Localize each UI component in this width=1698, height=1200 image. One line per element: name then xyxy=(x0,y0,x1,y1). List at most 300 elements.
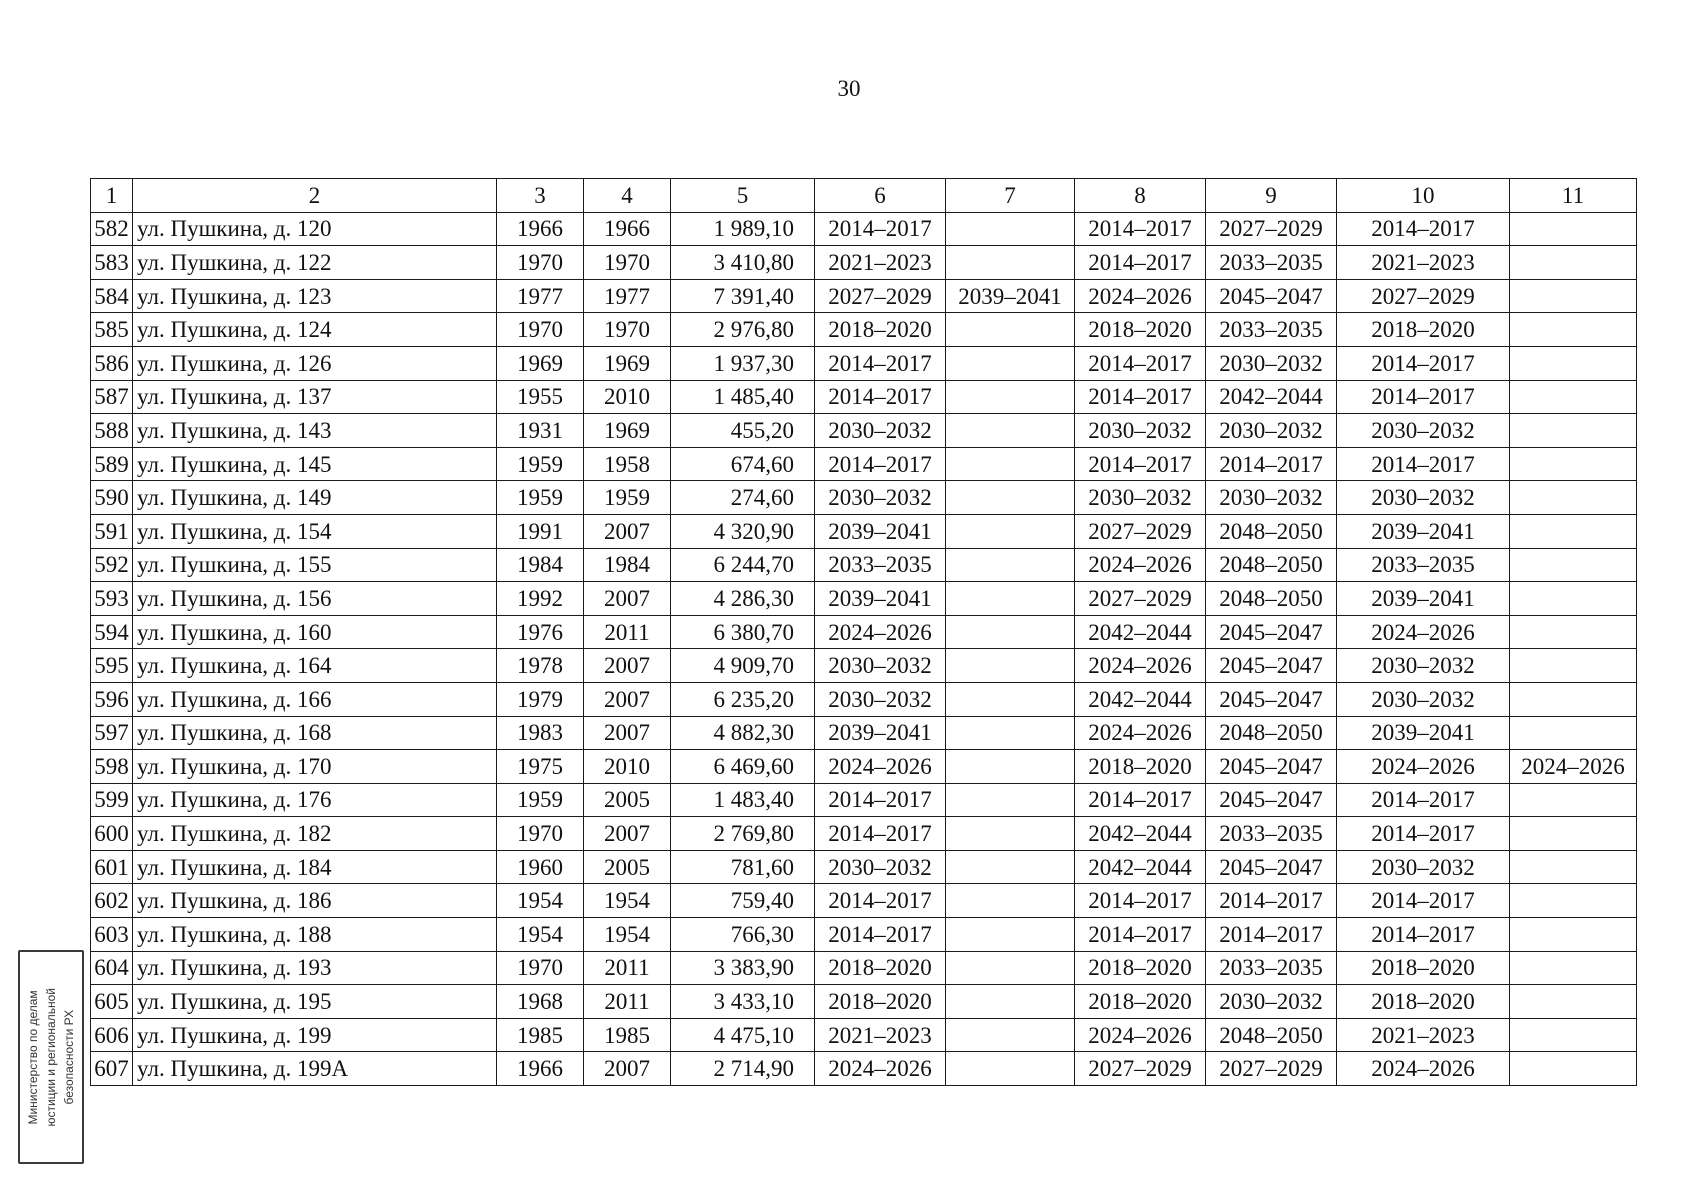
cell-year-commissioned: 1959 xyxy=(584,481,671,515)
cell-c8: 2014–2017 xyxy=(1075,212,1206,246)
cell-year-built: 1954 xyxy=(497,884,584,918)
cell-c8: 2018–2020 xyxy=(1075,750,1206,784)
cell-c11 xyxy=(1510,514,1637,548)
cell-year-built: 1992 xyxy=(497,582,584,616)
cell-c11 xyxy=(1510,1052,1637,1086)
cell-area: 6 235,20 xyxy=(671,682,815,716)
cell-c8: 2042–2044 xyxy=(1075,817,1206,851)
cell-c8: 2024–2026 xyxy=(1075,649,1206,683)
cell-c7 xyxy=(946,716,1075,750)
cell-year-built: 1984 xyxy=(497,548,584,582)
cell-c9: 2033–2035 xyxy=(1206,951,1337,985)
cell-num: 598 xyxy=(91,750,133,784)
cell-num: 604 xyxy=(91,951,133,985)
cell-c9: 2045–2047 xyxy=(1206,850,1337,884)
cell-area: 674,60 xyxy=(671,447,815,481)
cell-c10: 2027–2029 xyxy=(1337,279,1510,313)
cell-c8: 2014–2017 xyxy=(1075,246,1206,280)
table-row xyxy=(91,615,1637,649)
cell-c8: 2018–2020 xyxy=(1075,313,1206,347)
cell-num: 591 xyxy=(91,514,133,548)
cell-c10: 2021–2023 xyxy=(1337,1018,1510,1052)
cell-c11 xyxy=(1510,548,1637,582)
cell-c11 xyxy=(1510,279,1637,313)
cell-year-built: 1991 xyxy=(497,514,584,548)
cell-num: 596 xyxy=(91,682,133,716)
table-row xyxy=(91,1018,1637,1052)
cell-num: 589 xyxy=(91,447,133,481)
table-body xyxy=(91,212,1637,1085)
cell-c9: 2033–2035 xyxy=(1206,817,1337,851)
cell-year-built: 1977 xyxy=(497,279,584,313)
cell-year-built: 1975 xyxy=(497,750,584,784)
table-row xyxy=(91,1052,1637,1086)
table-row xyxy=(91,514,1637,548)
cell-year-built: 1978 xyxy=(497,649,584,683)
cell-year-commissioned: 2011 xyxy=(584,985,671,1019)
table-row xyxy=(91,380,1637,414)
cell-area: 4 909,70 xyxy=(671,649,815,683)
cell-addr: ул. Пушкина, д. 199А xyxy=(133,1052,497,1086)
cell-addr: ул. Пушкина, д. 164 xyxy=(133,649,497,683)
table-row xyxy=(91,414,1637,448)
cell-area: 766,30 xyxy=(671,918,815,952)
cell-c8: 2014–2017 xyxy=(1075,346,1206,380)
cell-c11 xyxy=(1510,346,1637,380)
cell-addr: ул. Пушкина, д. 123 xyxy=(133,279,497,313)
cell-c9: 2045–2047 xyxy=(1206,750,1337,784)
cell-c11 xyxy=(1510,884,1637,918)
cell-year-built: 1970 xyxy=(497,817,584,851)
cell-c6: 2030–2032 xyxy=(815,850,946,884)
cell-year-commissioned: 1954 xyxy=(584,918,671,952)
table-row xyxy=(91,313,1637,347)
cell-area: 1 483,40 xyxy=(671,783,815,817)
cell-area: 6 380,70 xyxy=(671,615,815,649)
cell-c7 xyxy=(946,918,1075,952)
cell-addr: ул. Пушкина, д. 137 xyxy=(133,380,497,414)
registration-stamp xyxy=(18,950,84,1164)
cell-c7 xyxy=(946,514,1075,548)
cell-addr: ул. Пушкина, д. 166 xyxy=(133,682,497,716)
cell-c11 xyxy=(1510,447,1637,481)
cell-c6: 2024–2026 xyxy=(815,750,946,784)
cell-year-built: 1970 xyxy=(497,313,584,347)
cell-c10: 2014–2017 xyxy=(1337,817,1510,851)
column-header-6: 6 xyxy=(815,179,946,213)
cell-c6: 2039–2041 xyxy=(815,514,946,548)
cell-year-commissioned: 2005 xyxy=(584,850,671,884)
cell-c7 xyxy=(946,447,1075,481)
cell-c6: 2018–2020 xyxy=(815,985,946,1019)
cell-c11 xyxy=(1510,582,1637,616)
cell-c11 xyxy=(1510,951,1637,985)
column-header-10: 10 xyxy=(1337,179,1510,213)
cell-c11 xyxy=(1510,716,1637,750)
cell-addr: ул. Пушкина, д. 170 xyxy=(133,750,497,784)
cell-c6: 2039–2041 xyxy=(815,716,946,750)
cell-c8: 2014–2017 xyxy=(1075,447,1206,481)
cell-c11 xyxy=(1510,246,1637,280)
page-number: 30 xyxy=(837,76,861,101)
cell-c11 xyxy=(1510,817,1637,851)
column-header-2: 2 xyxy=(133,179,497,213)
cell-c9: 2048–2050 xyxy=(1206,548,1337,582)
cell-c11 xyxy=(1510,985,1637,1019)
cell-addr: ул. Пушкина, д. 156 xyxy=(133,582,497,616)
cell-c7 xyxy=(946,649,1075,683)
cell-area: 4 320,90 xyxy=(671,514,815,548)
cell-num: 600 xyxy=(91,817,133,851)
cell-num: 590 xyxy=(91,481,133,515)
cell-num: 603 xyxy=(91,918,133,952)
cell-year-built: 1970 xyxy=(497,951,584,985)
cell-c10: 2030–2032 xyxy=(1337,682,1510,716)
cell-c11 xyxy=(1510,615,1637,649)
cell-addr: ул. Пушкина, д. 160 xyxy=(133,615,497,649)
cell-c11 xyxy=(1510,1018,1637,1052)
cell-c7 xyxy=(946,346,1075,380)
cell-year-built: 1955 xyxy=(497,380,584,414)
column-header-4: 4 xyxy=(584,179,671,213)
cell-c10: 2030–2032 xyxy=(1337,481,1510,515)
cell-area: 3 383,90 xyxy=(671,951,815,985)
cell-c6: 2030–2032 xyxy=(815,414,946,448)
cell-c8: 2042–2044 xyxy=(1075,682,1206,716)
cell-c7 xyxy=(946,313,1075,347)
cell-year-built: 1959 xyxy=(497,447,584,481)
cell-c9: 2042–2044 xyxy=(1206,380,1337,414)
cell-c8: 2027–2029 xyxy=(1075,1052,1206,1086)
table-row xyxy=(91,716,1637,750)
cell-addr: ул. Пушкина, д. 184 xyxy=(133,850,497,884)
cell-c6: 2014–2017 xyxy=(815,212,946,246)
table-row xyxy=(91,783,1637,817)
cell-c10: 2033–2035 xyxy=(1337,548,1510,582)
table-row xyxy=(91,750,1637,784)
cell-c6: 2033–2035 xyxy=(815,548,946,582)
cell-c10: 2018–2020 xyxy=(1337,951,1510,985)
cell-addr: ул. Пушкина, д. 122 xyxy=(133,246,497,280)
cell-num: 601 xyxy=(91,850,133,884)
cell-c9: 2048–2050 xyxy=(1206,716,1337,750)
table-row xyxy=(91,649,1637,683)
cell-c10: 2030–2032 xyxy=(1337,649,1510,683)
column-header-11: 11 xyxy=(1510,179,1637,213)
cell-c10: 2030–2032 xyxy=(1337,850,1510,884)
cell-year-built: 1969 xyxy=(497,346,584,380)
cell-year-commissioned: 1954 xyxy=(584,884,671,918)
stamp-line: юстиции и региональной xyxy=(44,987,58,1127)
cell-c10: 2014–2017 xyxy=(1337,346,1510,380)
cell-c6: 2021–2023 xyxy=(815,1018,946,1052)
cell-addr: ул. Пушкина, д. 120 xyxy=(133,212,497,246)
cell-c10: 2014–2017 xyxy=(1337,380,1510,414)
cell-addr: ул. Пушкина, д. 193 xyxy=(133,951,497,985)
cell-c10: 2030–2032 xyxy=(1337,414,1510,448)
table-row xyxy=(91,279,1637,313)
cell-c11 xyxy=(1510,313,1637,347)
cell-c8: 2042–2044 xyxy=(1075,850,1206,884)
cell-year-built: 1931 xyxy=(497,414,584,448)
cell-c6: 2014–2017 xyxy=(815,884,946,918)
table-row xyxy=(91,817,1637,851)
column-header-1: 1 xyxy=(91,179,133,213)
cell-area: 2 714,90 xyxy=(671,1052,815,1086)
stamp-line: безопасности РХ xyxy=(62,1009,76,1105)
cell-addr: ул. Пушкина, д. 176 xyxy=(133,783,497,817)
cell-c9: 2014–2017 xyxy=(1206,447,1337,481)
cell-num: 602 xyxy=(91,884,133,918)
cell-c6: 2014–2017 xyxy=(815,817,946,851)
cell-c10: 2014–2017 xyxy=(1337,918,1510,952)
cell-c6: 2014–2017 xyxy=(815,447,946,481)
cell-area: 274,60 xyxy=(671,481,815,515)
cell-area: 6 469,60 xyxy=(671,750,815,784)
cell-c8: 2024–2026 xyxy=(1075,1018,1206,1052)
cell-area: 781,60 xyxy=(671,850,815,884)
cell-area: 2 769,80 xyxy=(671,817,815,851)
cell-c9: 2048–2050 xyxy=(1206,514,1337,548)
table-row xyxy=(91,985,1637,1019)
column-header-7: 7 xyxy=(946,179,1075,213)
cell-year-commissioned: 1958 xyxy=(584,447,671,481)
table-header-row xyxy=(91,179,1637,213)
cell-c6: 2030–2032 xyxy=(815,481,946,515)
cell-c11 xyxy=(1510,850,1637,884)
cell-year-commissioned: 2007 xyxy=(584,514,671,548)
cell-c10: 2014–2017 xyxy=(1337,884,1510,918)
cell-year-built: 1968 xyxy=(497,985,584,1019)
cell-area: 1 937,30 xyxy=(671,346,815,380)
cell-c9: 2030–2032 xyxy=(1206,414,1337,448)
cell-num: 599 xyxy=(91,783,133,817)
cell-year-commissioned: 1977 xyxy=(584,279,671,313)
cell-c7 xyxy=(946,582,1075,616)
cell-c7 xyxy=(946,212,1075,246)
cell-year-built: 1985 xyxy=(497,1018,584,1052)
cell-c10: 2039–2041 xyxy=(1337,582,1510,616)
cell-c10: 2039–2041 xyxy=(1337,716,1510,750)
cell-c11 xyxy=(1510,783,1637,817)
cell-c7 xyxy=(946,985,1075,1019)
cell-c9: 2033–2035 xyxy=(1206,246,1337,280)
cell-area: 455,20 xyxy=(671,414,815,448)
cell-c8: 2014–2017 xyxy=(1075,380,1206,414)
table-row xyxy=(91,246,1637,280)
cell-num: 595 xyxy=(91,649,133,683)
cell-c6: 2014–2017 xyxy=(815,346,946,380)
cell-num: 597 xyxy=(91,716,133,750)
cell-c8: 2030–2032 xyxy=(1075,414,1206,448)
cell-year-built: 1959 xyxy=(497,783,584,817)
cell-year-built: 1979 xyxy=(497,682,584,716)
cell-c9: 2048–2050 xyxy=(1206,582,1337,616)
cell-area: 1 485,40 xyxy=(671,380,815,414)
cell-c6: 2039–2041 xyxy=(815,582,946,616)
cell-c9: 2030–2032 xyxy=(1206,346,1337,380)
cell-c9: 2033–2035 xyxy=(1206,313,1337,347)
cell-c10: 2021–2023 xyxy=(1337,246,1510,280)
table-row xyxy=(91,212,1637,246)
cell-c8: 2024–2026 xyxy=(1075,548,1206,582)
cell-addr: ул. Пушкина, д. 149 xyxy=(133,481,497,515)
cell-year-built: 1966 xyxy=(497,1052,584,1086)
cell-year-built: 1970 xyxy=(497,246,584,280)
cell-c7 xyxy=(946,246,1075,280)
cell-c8: 2018–2020 xyxy=(1075,985,1206,1019)
cell-c8: 2042–2044 xyxy=(1075,615,1206,649)
table-row xyxy=(91,951,1637,985)
cell-c10: 2014–2017 xyxy=(1337,212,1510,246)
cell-c11 xyxy=(1510,682,1637,716)
cell-addr: ул. Пушкина, д. 155 xyxy=(133,548,497,582)
cell-num: 606 xyxy=(91,1018,133,1052)
cell-c7 xyxy=(946,951,1075,985)
cell-area: 1 989,10 xyxy=(671,212,815,246)
cell-c9: 2030–2032 xyxy=(1206,481,1337,515)
cell-year-commissioned: 2011 xyxy=(584,951,671,985)
cell-c10: 2014–2017 xyxy=(1337,783,1510,817)
column-header-9: 9 xyxy=(1206,179,1337,213)
cell-c8: 2030–2032 xyxy=(1075,481,1206,515)
cell-num: 587 xyxy=(91,380,133,414)
cell-c11 xyxy=(1510,380,1637,414)
cell-addr: ул. Пушкина, д. 154 xyxy=(133,514,497,548)
cell-num: 585 xyxy=(91,313,133,347)
cell-c9: 2045–2047 xyxy=(1206,615,1337,649)
cell-year-commissioned: 2010 xyxy=(584,750,671,784)
cell-year-built: 1976 xyxy=(497,615,584,649)
cell-c10: 2024–2026 xyxy=(1337,1052,1510,1086)
table-row xyxy=(91,447,1637,481)
cell-year-commissioned: 2007 xyxy=(584,649,671,683)
stamp-line: Министерство по делам xyxy=(26,989,40,1125)
cell-area: 4 286,30 xyxy=(671,582,815,616)
cell-c9: 2027–2029 xyxy=(1206,212,1337,246)
cell-year-built: 1960 xyxy=(497,850,584,884)
cell-num: 594 xyxy=(91,615,133,649)
cell-c11 xyxy=(1510,212,1637,246)
cell-c7 xyxy=(946,1052,1075,1086)
cell-c11 xyxy=(1510,481,1637,515)
table-row xyxy=(91,884,1637,918)
cell-c9: 2045–2047 xyxy=(1206,279,1337,313)
cell-c6: 2024–2026 xyxy=(815,615,946,649)
cell-addr: ул. Пушкина, д. 126 xyxy=(133,346,497,380)
cell-addr: ул. Пушкина, д. 186 xyxy=(133,884,497,918)
cell-year-built: 1959 xyxy=(497,481,584,515)
cell-c7 xyxy=(946,1018,1075,1052)
cell-year-built: 1954 xyxy=(497,918,584,952)
cell-num: 605 xyxy=(91,985,133,1019)
cell-c6: 2014–2017 xyxy=(815,783,946,817)
cell-num: 588 xyxy=(91,414,133,448)
cell-c10: 2014–2017 xyxy=(1337,447,1510,481)
cell-c6: 2027–2029 xyxy=(815,279,946,313)
cell-c9: 2030–2032 xyxy=(1206,985,1337,1019)
cell-c6: 2018–2020 xyxy=(815,951,946,985)
cell-year-built: 1966 xyxy=(497,212,584,246)
cell-c8: 2018–2020 xyxy=(1075,951,1206,985)
table-row xyxy=(91,346,1637,380)
cell-c8: 2024–2026 xyxy=(1075,279,1206,313)
cell-c7 xyxy=(946,615,1075,649)
cell-area: 4 475,10 xyxy=(671,1018,815,1052)
cell-area: 759,40 xyxy=(671,884,815,918)
cell-num: 607 xyxy=(91,1052,133,1086)
cell-c9: 2045–2047 xyxy=(1206,783,1337,817)
cell-year-commissioned: 2011 xyxy=(584,615,671,649)
cell-addr: ул. Пушкина, д. 145 xyxy=(133,447,497,481)
cell-year-commissioned: 1970 xyxy=(584,313,671,347)
cell-year-commissioned: 1970 xyxy=(584,246,671,280)
cell-area: 3 433,10 xyxy=(671,985,815,1019)
cell-c9: 2027–2029 xyxy=(1206,1052,1337,1086)
cell-c7 xyxy=(946,380,1075,414)
column-header-8: 8 xyxy=(1075,179,1206,213)
housing-registry-table xyxy=(90,178,1637,1086)
cell-area: 4 882,30 xyxy=(671,716,815,750)
table-row xyxy=(91,850,1637,884)
table-row xyxy=(91,548,1637,582)
cell-c10: 2018–2020 xyxy=(1337,985,1510,1019)
cell-c9: 2048–2050 xyxy=(1206,1018,1337,1052)
cell-c8: 2014–2017 xyxy=(1075,783,1206,817)
cell-area: 7 391,40 xyxy=(671,279,815,313)
cell-area: 6 244,70 xyxy=(671,548,815,582)
cell-c11 xyxy=(1510,649,1637,683)
cell-c9: 2045–2047 xyxy=(1206,682,1337,716)
cell-c8: 2014–2017 xyxy=(1075,884,1206,918)
cell-c6: 2014–2017 xyxy=(815,380,946,414)
cell-area: 3 410,80 xyxy=(671,246,815,280)
cell-addr: ул. Пушкина, д. 168 xyxy=(133,716,497,750)
cell-area: 2 976,80 xyxy=(671,313,815,347)
cell-c6: 2018–2020 xyxy=(815,313,946,347)
cell-year-commissioned: 1966 xyxy=(584,212,671,246)
cell-addr: ул. Пушкина, д. 182 xyxy=(133,817,497,851)
cell-c10: 2018–2020 xyxy=(1337,313,1510,347)
cell-year-commissioned: 1985 xyxy=(584,1018,671,1052)
cell-c10: 2024–2026 xyxy=(1337,615,1510,649)
cell-c6: 2030–2032 xyxy=(815,649,946,683)
cell-c6: 2021–2023 xyxy=(815,246,946,280)
cell-c6: 2024–2026 xyxy=(815,1052,946,1086)
cell-c7 xyxy=(946,850,1075,884)
cell-year-built: 1983 xyxy=(497,716,584,750)
cell-year-commissioned: 1969 xyxy=(584,346,671,380)
cell-c10: 2024–2026 xyxy=(1337,750,1510,784)
cell-c7 xyxy=(946,783,1075,817)
cell-c11 xyxy=(1510,918,1637,952)
cell-year-commissioned: 2007 xyxy=(584,682,671,716)
cell-c7 xyxy=(946,414,1075,448)
cell-num: 586 xyxy=(91,346,133,380)
cell-c7 xyxy=(946,884,1075,918)
cell-year-commissioned: 2007 xyxy=(584,582,671,616)
cell-year-commissioned: 2010 xyxy=(584,380,671,414)
table-row xyxy=(91,481,1637,515)
cell-addr: ул. Пушкина, д. 124 xyxy=(133,313,497,347)
cell-addr: ул. Пушкина, д. 188 xyxy=(133,918,497,952)
cell-num: 584 xyxy=(91,279,133,313)
cell-year-commissioned: 2007 xyxy=(584,716,671,750)
cell-c7: 2039–2041 xyxy=(946,279,1075,313)
cell-c7 xyxy=(946,817,1075,851)
cell-c11: 2024–2026 xyxy=(1510,750,1637,784)
column-header-3: 3 xyxy=(497,179,584,213)
